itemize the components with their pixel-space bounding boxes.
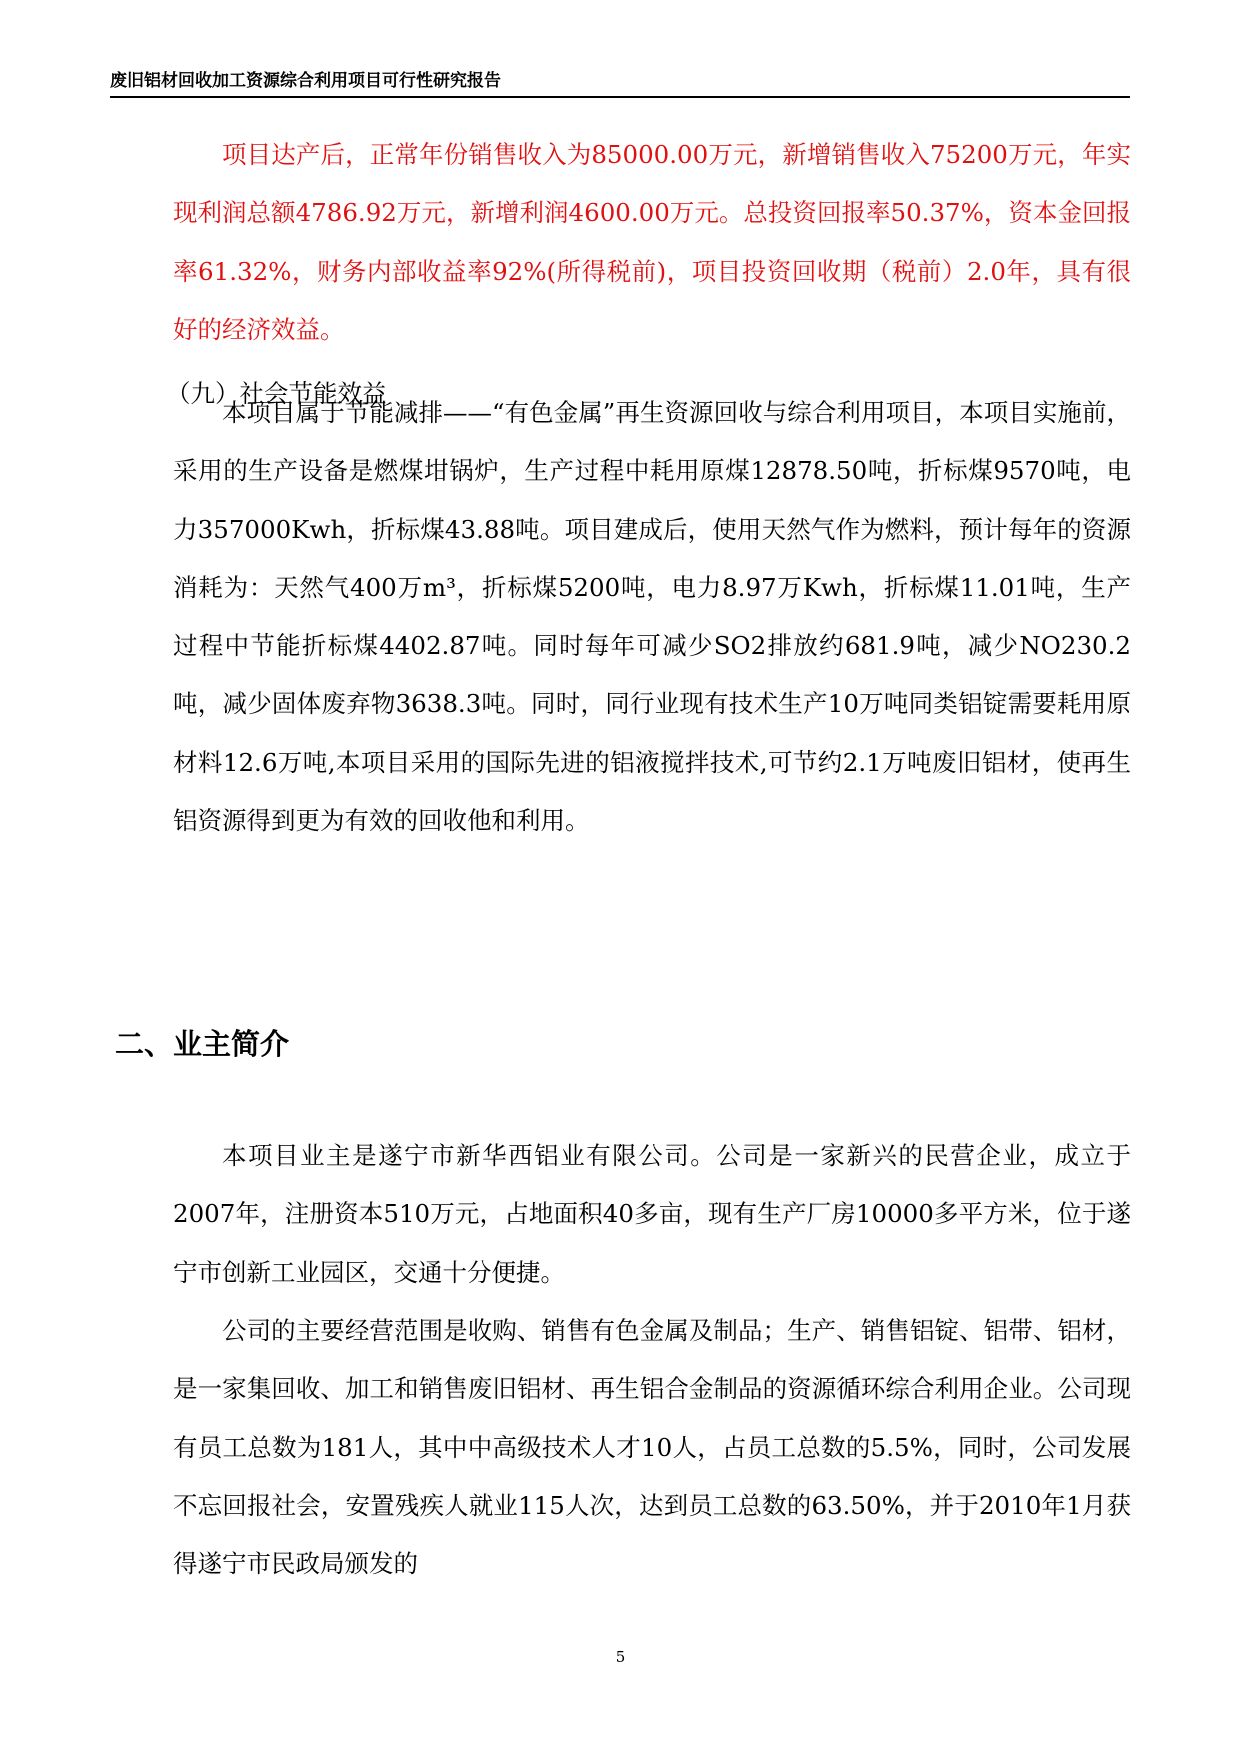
document-header-title: 废旧铝材回收加工资源综合利用项目可行性研究报告 <box>110 70 1130 98</box>
energy-saving-paragraph: 本项目属于节能减排——“有色金属”再生资源回收与综合利用项目，本项目实施前，采用的生产设备是燃煤坩锅炉，生产过程中耗用原煤12878.50吨，折标煤9570吨，电力357000Kwh，折标煤43.88吨。项目建成后，使用天然气作为燃料，预计每年的资源消耗为：天然气400万m³，折标煤5200吨，电力8.97万Kwh，折标煤11.01吨，生产过程中节能折标煤4402.87吨。同时每年可减少SO2排放约681.9吨，减少NO230.2吨，减少固体废弃物3638.3吨。同时，同行业现有技术生产10万吨同类铝锭需要耗用原材料12.6万吨,本项目采用的国际先进的铝液搅拌技术,可节约2.1万吨废旧铝材，使再生铝资源得到更为有效的回收他和利用。 <box>173 398 1131 836</box>
owner-intro-paragraph: 本项目业主是遂宁市新华西铝业有限公司。公司是一家新兴的民营企业，成立于2007年，注册资本510万元，占地面积40多亩，现有生产厂房10000多平方米，位于遂宁市创新工业园区，交通十分便捷。 <box>173 1141 1131 1287</box>
economic-returns-paragraph: 项目达产后，正常年份销售收入为85000.00万元，新增销售收入75200万元，年实现利润总额4786.92万元，新增利润4600.00万元。总投资回报率50.37%，资本金回报率61.32%，财务内部收益率92%(所得税前)，项目投资回收期（税前）2.0年，具有很好的经济效益。 <box>173 140 1131 344</box>
page-number: 5 <box>615 1648 626 1666</box>
social-energy-heading: （九）社会节能效益 <box>166 379 387 408</box>
business-scope-paragraph: 公司的主要经营范围是收购、销售有色金属及制品；生产、销售铝锭、铝带、铝材，是一家集回收、加工和销售废旧铝材、再生铝合金制品的资源循环综合利用企业。公司现有员工总数为181人，其中中高级技术人才10人，占员工总数的5.5%，同时，公司发展不忘回报社会，安置残疾人就业115人次，达到员工总数的63.50%，并于2010年1月获得遂宁市民政局颁发的 <box>173 1316 1131 1579</box>
owner-section-heading: 二、业主简介 <box>115 1027 290 1061</box>
